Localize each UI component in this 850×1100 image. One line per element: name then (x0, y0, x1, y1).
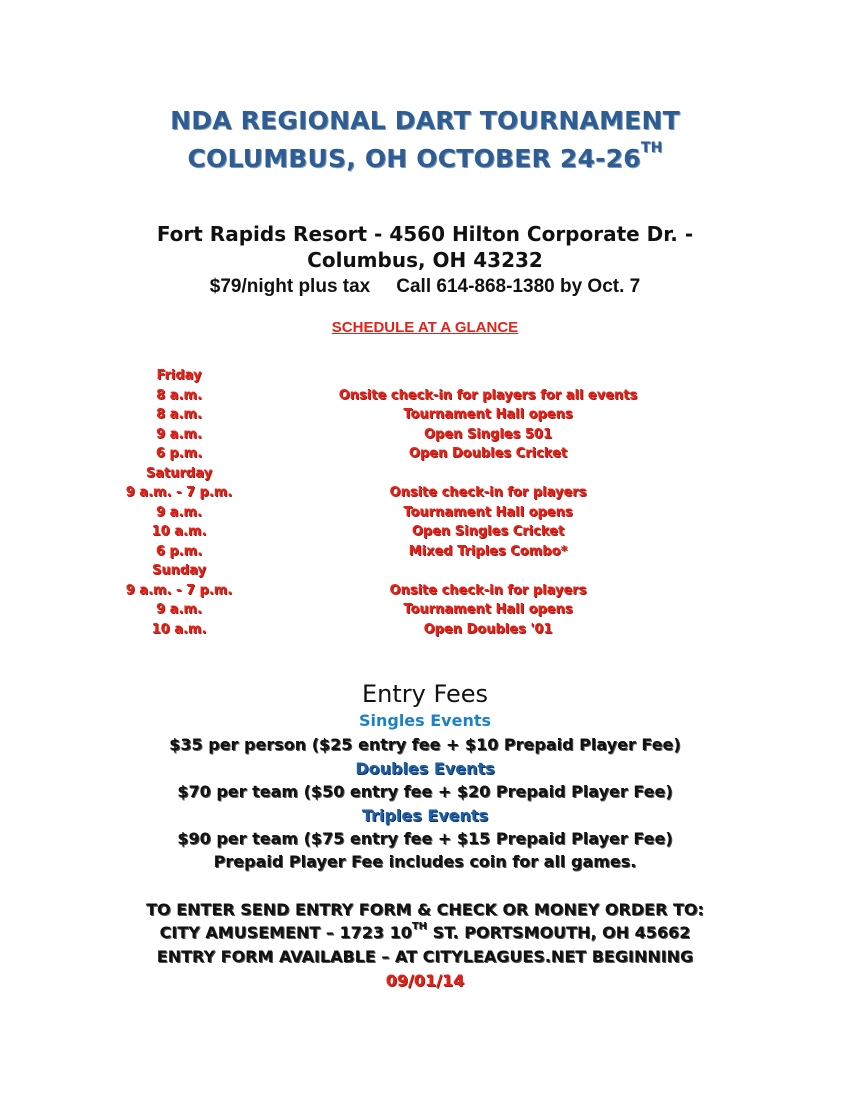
schedule-row (0, 583, 850, 603)
prepaid-fee-note: Prepaid Player Fee includes coin for all games. (213, 852, 637, 871)
schedule-row (0, 407, 850, 427)
schedule-event: Tournament Hall opens (403, 407, 573, 422)
schedule-time: 9 a.m. - 7 p.m. (125, 485, 233, 500)
schedule-time: 9 a.m. (156, 505, 202, 520)
room-rate: $79/night plus tax (209, 276, 371, 297)
title-superscript: TH (640, 140, 663, 156)
schedule-row (0, 505, 850, 525)
title-line-2: COLUMBUS, OH OCTOBER 24-26TH (187, 140, 663, 173)
schedule-event: Open Doubles '01 (423, 622, 553, 637)
schedule-time: 10 a.m. (151, 622, 207, 637)
schedule-row (0, 388, 850, 408)
schedule-event: Open Singles 501 (423, 427, 552, 442)
venue-address-line-1: Fort Rapids Resort - 4560 Hilton Corporate Dr. - (156, 222, 694, 246)
schedule-time: 9 a.m. - 7 p.m. (125, 583, 233, 598)
schedule-time: 9 a.m. (156, 427, 202, 442)
doubles-fee: $70 per team ($50 entry fee + $20 Prepaid Player Fee) (177, 782, 673, 801)
schedule-row (0, 427, 850, 447)
schedule-time: 9 a.m. (156, 602, 202, 617)
entry-form-date: 09/01/14 (385, 971, 465, 990)
schedule-row (0, 368, 850, 388)
singles-events-label: Singles Events (358, 711, 492, 730)
schedule-day: Sunday (151, 563, 207, 578)
schedule-event: Tournament Hall opens (403, 505, 573, 520)
schedule-time: 6 p.m. (155, 446, 203, 461)
schedule-time: 8 a.m. (156, 407, 202, 422)
room-rate-line (0, 276, 850, 298)
schedule-row (0, 602, 850, 622)
schedule-event: Onsite check-in for players for all events (338, 388, 638, 403)
entry-fees-heading: Entry Fees (361, 680, 488, 708)
schedule-event: Open Doubles Cricket (408, 446, 568, 461)
schedule-day: Friday (156, 368, 202, 383)
triples-fee: $90 per team ($75 entry fee + $15 Prepaid Player Fee) (177, 829, 673, 848)
schedule-row (0, 622, 850, 642)
schedule-time: 10 a.m. (151, 524, 207, 539)
entry-instructions-line-1: TO ENTER SEND ENTRY FORM & CHECK OR MONEY ORDER TO: (146, 900, 704, 919)
schedule-day: Saturday (145, 466, 213, 481)
entry-mailing-address: CITY AMUSEMENT – 1723 10TH ST. PORTSMOUTH, OH 45662 (159, 921, 691, 942)
schedule-row (0, 466, 850, 486)
schedule-event: Onsite check-in for players (389, 583, 587, 598)
schedule-time: 6 p.m. (155, 544, 203, 559)
schedule-row (0, 563, 850, 583)
singles-fee: $35 per person ($25 entry fee + $10 Prepaid Player Fee) (169, 735, 681, 754)
address-superscript: TH (411, 921, 428, 932)
doubles-events-label: Doubles Events (355, 759, 495, 778)
schedule-event: Tournament Hall opens (403, 602, 573, 617)
schedule-time: 8 a.m. (156, 388, 202, 403)
schedule-event: Onsite check-in for players (389, 485, 587, 500)
schedule-heading: SCHEDULE AT A GLANCE (331, 319, 519, 336)
title-line-1: NDA REGIONAL DART TOURNAMENT (170, 106, 680, 135)
triples-events-label: Triples Events (361, 806, 489, 825)
schedule-row (0, 524, 850, 544)
reservation-call: Call 614-868-1380 by Oct. 7 (396, 276, 641, 297)
entry-form-availability: ENTRY FORM AVAILABLE – AT CITYLEAGUES.NET BEGINNING (156, 947, 694, 966)
schedule-event: Open Singles Cricket (411, 524, 565, 539)
schedule-row (0, 485, 850, 505)
schedule-row (0, 544, 850, 564)
schedule-row (0, 446, 850, 466)
venue-address-line-2: Columbus, OH 43232 (307, 248, 543, 272)
schedule-event: Mixed Triples Combo* (408, 544, 568, 559)
